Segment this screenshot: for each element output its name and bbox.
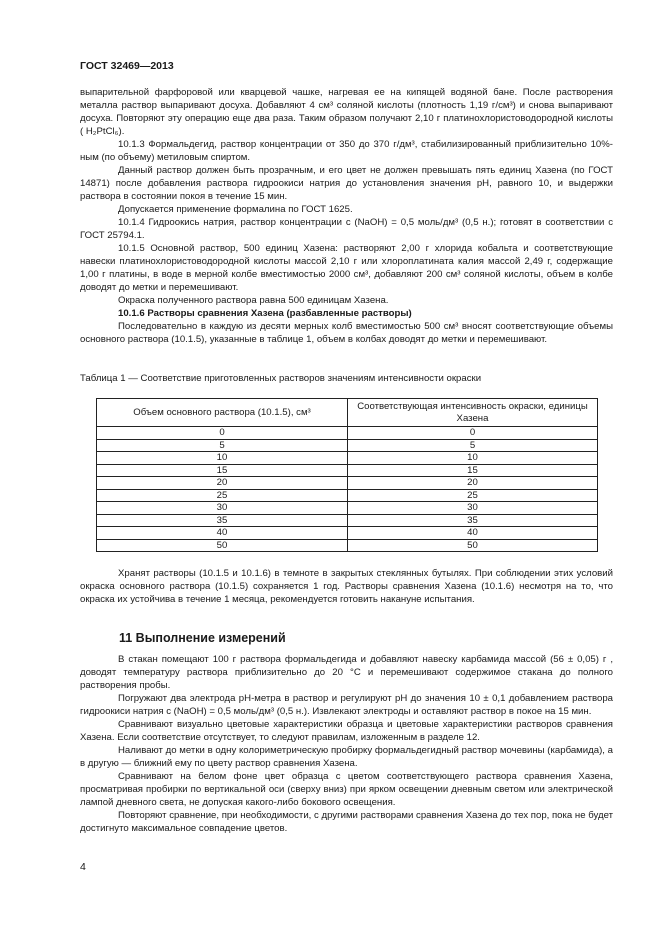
table-row (97, 439, 598, 452)
paragraph-10-1-6: Последовательно в каждую из десяти мерных колб вместимостью 500 см³ вносят соответствующие объемы основного раствора (10.1.5), указанные в таблице 1, объем в колбах доводят до метки и перемешивают. (80, 321, 613, 345)
table-row (97, 502, 598, 515)
table-caption: Таблица 1 — Соответствие приготовленных растворов значениям интенсивности окраски (80, 373, 482, 384)
table-cell: 40 (348, 527, 598, 540)
table-cell: 5 (97, 439, 348, 452)
table-cell: 15 (348, 464, 598, 477)
paragraph-solution-clear: Данный раствор должен быть прозрачным, и его цвет не должен превышать пять единиц Хазена (по ГОСТ 14871) после добавления раствора гидроокиси натрия до установления значения pH, равного 10, и выдержки раствора в состоянии покоя в течение 15 мин. (80, 165, 613, 202)
paragraph-measure-2: Погружают два электрода pH-метра в раствор и регулируют pH до значения 10 ± 0,1 добавлением раствора гидроокиси натрия c (NaOH) = 0,5 моль/дм³ (0,5 н.). Извлекают электроды и оставляют раствор в покое на 15 мин. (80, 693, 613, 717)
table-cell: 35 (348, 514, 598, 527)
table-cell: 20 (97, 477, 348, 490)
table-row (97, 477, 598, 490)
table-cell: 30 (348, 502, 598, 515)
table-cell: 35 (97, 514, 348, 527)
storage-text-block (80, 567, 613, 606)
table-cell: 50 (97, 539, 348, 552)
table-row (97, 452, 598, 465)
table-row (97, 527, 598, 540)
paragraph-dissolution: выпарительной фарфоровой или кварцевой чашке, нагревая ее на кипящей водяной бане. После растворения металла раствор выпаривают досуха. Добавляют 4 см³ соляной кислоты (плотность 1,19 г/см³) и снова выпаривают досуха. Повторяют эту операцию еще два раза. Таким образом получают 2,10 г платинохлористоводородной кислоты ( H₂PtCl₆). (80, 87, 613, 137)
table-cell: 20 (348, 477, 598, 490)
paragraph-measure-6: Повторяют сравнение, при необходимости, с другими растворами сравнения Хазена до тех пор, пока не будет достигнуто максимальное совпадение цветов. (80, 810, 613, 834)
table-row (97, 539, 598, 552)
table-header-intensity: Соответствующая интенсивность окраски, единицы Хазена (348, 399, 598, 427)
table-cell: 5 (348, 439, 598, 452)
paragraph-measure-4: Наливают до метки в одну колориметрическую пробирку формальдегидный раствор мочевины (карбамида), а в другую — ближний ему по цвету раствор сравнения Хазена. (80, 745, 613, 769)
table-cell: 25 (348, 489, 598, 502)
table-row (97, 464, 598, 477)
table-cell: 50 (348, 539, 598, 552)
subheading-10-1-6: 10.1.6 Растворы сравнения Хазена (разбавленные растворы) (118, 308, 412, 319)
paragraph-measure-3: Сравнивают визуально цветовые характеристики образца и цветовые характеристики растворов сравнения Хазена. Если соответствие отсутствует, то следуют правилам, изложенным в разделе 12. (80, 719, 613, 743)
table-cell: 25 (97, 489, 348, 502)
paragraph-storage: Хранят растворы (10.1.5 и 10.1.6) в темноте в закрытых стеклянных бутылях. При соблюдении этих условий окраска основного раствора (10.1.5) сохраняется 1 год. Растворы сравнения Хазена (10.1.6) несмотря на то, что окраска их устойчива в течение 1 месяца, рекомендуется готовить накануне испытания. (80, 568, 613, 605)
table-row (97, 427, 598, 440)
table-cell: 40 (97, 527, 348, 540)
paragraph-formalin: Допускается применение формалина по ГОСТ 1625. (118, 204, 353, 215)
section-title: 11 Выполнение измерений (119, 631, 286, 645)
paragraph-10-1-3: 10.1.3 Формальдегид, раствор концентрации от 350 до 370 г/дм³, стабилизированный приблизительно 10%-ным (по объему) метиловым спиртом. (80, 139, 613, 163)
table-row (97, 514, 598, 527)
table-cell: 30 (97, 502, 348, 515)
table-cell: 0 (97, 427, 348, 440)
section-text-block (80, 653, 613, 835)
table-cell: 0 (348, 427, 598, 440)
hazen-table (96, 398, 598, 552)
table-header-volume: Объем основного раствора (10.1.5), см³ (97, 399, 348, 427)
paragraph-10-1-4: 10.1.4 Гидроокись натрия, раствор концентрации c (NaOH) = 0,5 моль/дм³ (0,5 н.); готовят в соответствии с ГОСТ 25794.1. (80, 217, 613, 241)
paragraph-color-500: Окраска полученного раствора равна 500 единицам Хазена. (118, 295, 389, 306)
document-header: ГОСТ 32469—2013 (80, 60, 174, 72)
table-cell: 10 (97, 452, 348, 465)
table-row (97, 489, 598, 502)
top-text-block (80, 86, 613, 346)
paragraph-10-1-5: 10.1.5 Основной раствор, 500 единиц Хазена: растворяют 2,00 г хлорида кобальта и соответствующие навески платинохлористоводородной кислоты массой 2,10 г или хлороплатината калия массой 2,49 г, содержащие 1,00 г платины, в воде в мерной колбе вместимостью 2000 см³, добавляют 200 см³ соляной кислоты, объем в колбе доводят до метки и перемешивают. (80, 243, 613, 293)
page-number: 4 (80, 861, 86, 873)
paragraph-measure-5: Сравнивают на белом фоне цвет образца с цветом соответствующего раствора сравнения Хазена, просматривая пробирки по вертикальной оси (сверху вниз) при ярком освещении дневным светом или электрической лампой дневного света, не допуская какого-либо бокового освещения. (80, 771, 613, 808)
table-cell: 15 (97, 464, 348, 477)
paragraph-measure-1: В стакан помещают 100 г раствора формальдегида и добавляют навеску карбамида массой (56 ± 0,05) г , доводят температуру раствора приблизительно до 20 °С и перемешивают содержимое стакана до полного растворения пробы. (80, 654, 613, 691)
table-cell: 10 (348, 452, 598, 465)
